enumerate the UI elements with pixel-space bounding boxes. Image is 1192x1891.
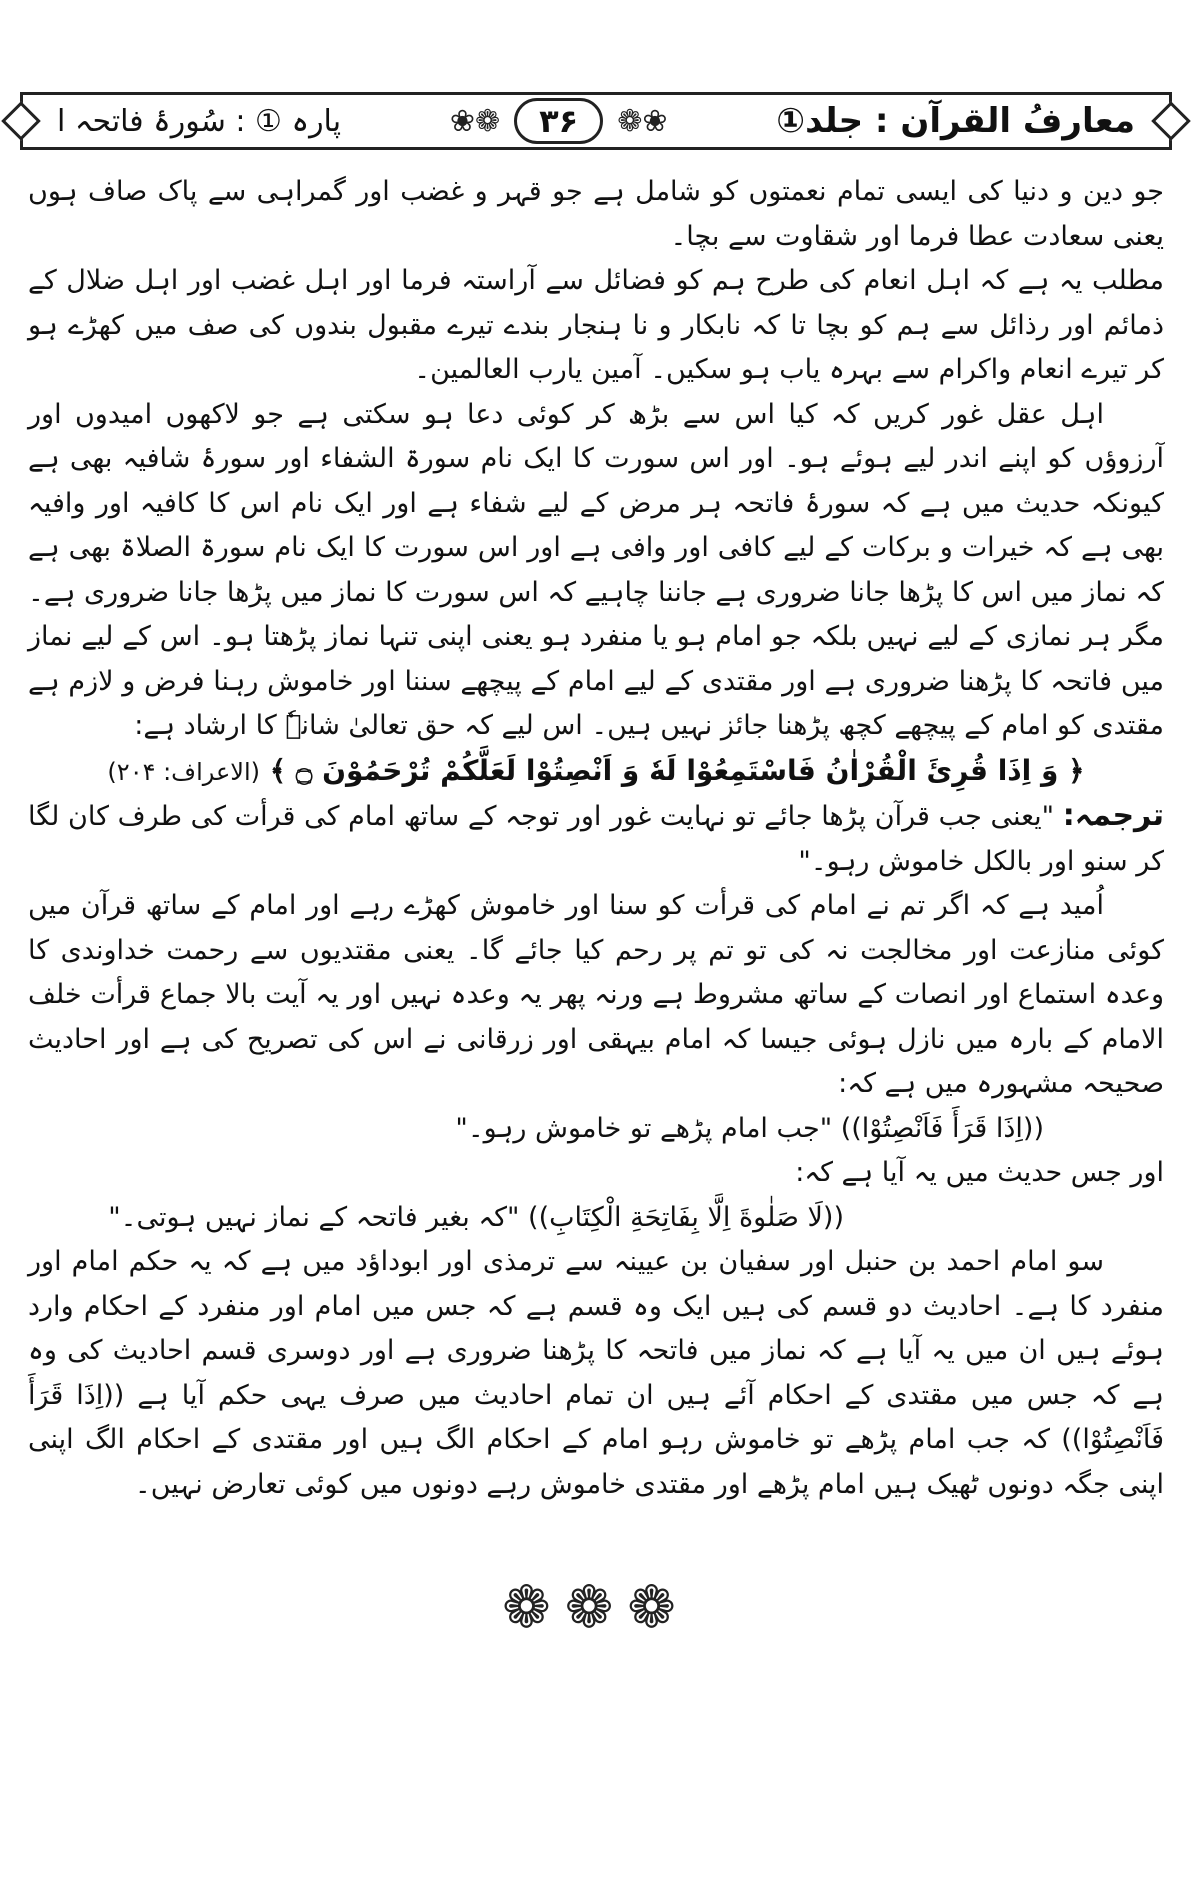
juz-surah-label: پارہ ① : سُورۂ فاتحہ ا [57,103,342,139]
quran-verse [28,749,1164,795]
paragraph: اور جس حدیث میں یہ آیا ہے کہ: [795,1157,1164,1188]
page-header [20,92,1172,150]
hadith-quote: ((اِذَا قَرَأَ فَاَنْصِتُوْا)) "جب امام پڑھے تو خاموش رہو۔" [455,1112,1044,1144]
translation-label: ترجمہ: [1062,798,1164,833]
translation-text: "یعنی جب قرآن پڑھا جائے تو نہایت غور اور توجہ کے ساتھ امام کی قرأت کی طرف کان لگا کر سنو اور بالکل خاموش رہو۔" [28,801,1164,877]
ornament-icon: ❀❁ [617,103,668,139]
ornament-icon: ❁❀ [449,103,501,139]
floral-ornament-icon: ❁❁❁ [502,1573,690,1641]
book-title: معارفُ القرآن : جلد① [776,101,1135,141]
paragraph: جو دین و دنیا کی ایسی تمام نعمتوں کو شامل ہے جو قہر و غضب اور گمراہی سے پاک صاف ہوں یعنی سعادت عطا فرما اور شقاوت سے بچا۔ [28,176,1164,252]
page-number-box [450,98,668,144]
paragraph: سو امام احمد بن حنبل اور سفیان بن عیینہ سے ترمذی اور ابوداؤد میں ہے کہ یہ حکم امام اور منفرد کا ہے۔ احادیث دو قسم کی ہیں ایک وہ قسم ہے کہ جس میں امام اور منفرد کے احکام وارد ہوئے ہیں ان میں یہ آیا ہے کہ نماز میں فاتحہ کا پڑھنا ضروری ہے اور دوسری قسم احادیث کی وہ ہے کہ جس میں مقتدی کے احکام آئے ہیں ان تمام احادیث میں صرف یہی حکم آیا ہے ((اِذَا قَرَأَ فَاَنْصِتُوْا)) کہ جب امام پڑھے تو خاموش رہو امام کے احکام الگ ہیں اور مقتدی کے احکام الگ اپنی اپنی جگہ دونوں ٹھیک ہیں امام پڑھے اور مقتدی خاموش رہے دونوں میں کوئی تعارض نہیں۔ [28,1246,1164,1500]
paragraph: اُمید ہے کہ اگر تم نے امام کی قرأت کو سنا اور خاموش کھڑے رہے اور امام کے ساتھ قرآن میں کوئی منازعت اور مخالجت نہ کی تو تم پر رحم کیا جائے گا۔ یعنی مقتدیوں سے رحمت خداوندی کا وعدہ استماع اور انصات کے ساتھ مشروط ہے ورنہ پھر یہ وعدہ نہیں اور یہ آیت بالا جماع قرأت خلف الامام کے بارہ میں نازل ہوئی جیسا کہ امام بیہقی اور زرقانی نے اس کی تصریح کی ہے اور احادیث صحیحہ مشہورہ میں ہے کہ: [28,890,1164,1099]
translation [28,794,1164,884]
page-body [28,170,1164,1507]
paragraph: مطلب یہ ہے کہ اہل انعام کی طرح ہم کو فضائل سے آراستہ فرما اور اہل غضب اور اہل ضلال کے ذمائم اور رذائل سے ہم کو بچا تا کہ نابکار و نا ہنجار بندے تیرے مقبول بندوں کی صف میں کھڑے ہو کر تیرے انعام واکرام سے بہرہ یاب ہو سکیں۔ آمین یارب العالمین۔ [28,265,1164,385]
paragraph: اہل عقل غور کریں کہ کیا اس سے بڑھ کر کوئی دعا ہو سکتی ہے جو لاکھوں امیدوں اور آرزوؤں کو اپنے اندر لیے ہوئے ہو۔ اور اس سورت کا ایک نام سورۃ الشفاء اور سورۂ شافیہ بھی ہے کیونکہ حدیث میں ہے کہ سورۂ فاتحہ ہر مرض کے لیے شفاء ہے اور ایک نام اس کا کافیہ اور وافیہ بھی ہے کہ خیرات و برکات کے لیے کافی اور وافی ہے اور اس سورت کا ایک نام سورۃ الصلاۃ بھی ہے کہ نماز میں اس کا پڑھا جانا ضروری ہے جاننا چاہیے کہ اس سورت کا نماز میں پڑھا جانا ضروری ہے۔ مگر ہر نمازی کے لیے نہیں بلکہ جو امام ہو یا منفرد ہو یعنی اپنی تنہا نماز پڑھتا ہو۔ اس کے لیے نماز میں فاتحہ کا پڑھنا ضروری ہے اور مقتدی کے لیے امام کے پیچھے سننا اور خاموش رہنا فرض و لازم ہے مقتدی کو امام کے پیچھے کچھ پڑھنا جائز نہیں ہیں۔ اس لیے کہ حق تعالیٰ شانہٗ کا ارشاد ہے: [28,398,1164,741]
page-number: ۳۶ [514,98,603,144]
hadith-quote: ((لَا صَلٰوةَ اِلَّا بِفَاتِحَةِ الْكِتَابِ)) "کہ بغیر فاتحہ کے نماز نہیں ہوتی۔" [108,1201,844,1233]
verse-reference: (الاعراف: ۲۰۴) [107,757,261,786]
verse-text: ﴿ وَ اِذَا قُرِئَ الْقُرْاٰنُ فَاسْتَمِعُوْا لَهٗ وَ اَنْصِتُوْا لَعَلَّكُمْ تُرْحَمُوْنَ ۝ ﴾ [269,753,1085,787]
